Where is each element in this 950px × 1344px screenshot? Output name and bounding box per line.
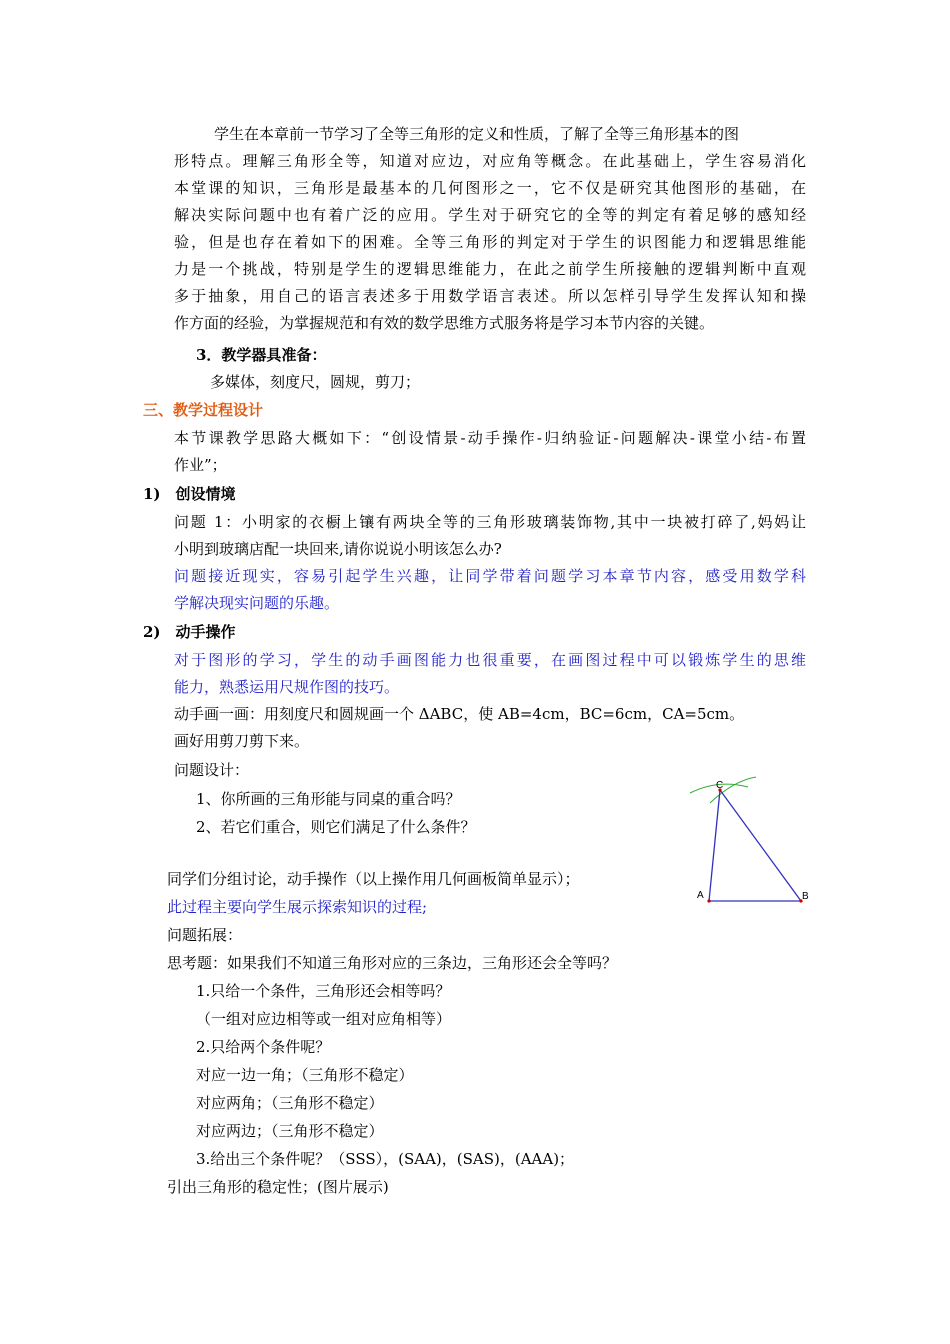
vertex-label-b: B (802, 891, 809, 902)
extension-item: （一组对应边相等或一组对应角相等） (196, 1010, 452, 1028)
flow-line: 作业”； (174, 456, 227, 474)
tools-list: 多媒体，刻度尺，圆规，剪刀； (210, 373, 421, 391)
note-line: 问题接近现实，容易引起学生兴趣，让同学带着问题学习本章节内容，感受用数学科 (174, 567, 806, 585)
subsection-heading: 2) 动手操作 (143, 623, 236, 641)
paragraph-line: 作方面的经验，为掌握规范和有效的数学思维方式服务将是学习本节内容的关键。 (174, 314, 715, 332)
group-discussion: 同学们分组讨论，动手操作（以上操作用几何画板简单显示）； (167, 870, 580, 888)
extension-item: 对应两边；（三角形不稳定） (196, 1122, 384, 1140)
paragraph-line: 多于抽象，用自己的语言表述多于用数学语言表述。所以怎样引导学生发挥认知和操 (174, 287, 806, 305)
paragraph-line: 验，但是也存在着如下的困难。全等三角形的判定对于学生的识图能力和逻辑思维能 (174, 233, 806, 251)
note-line: 学解决现实问题的乐趣。 (174, 594, 340, 612)
cut-instruction: 画好用剪刀剪下来。 (174, 732, 310, 750)
question-line: 小明到玻璃店配一块回来,请你说说小明该怎么办? (174, 540, 502, 558)
draw-instruction: 动手画一画：用刻度尺和圆规画一个 ΔABC，使 AB=4cm，BC=6cm，CA=5cm。 (174, 705, 745, 723)
vertex-a-point (707, 899, 710, 902)
note-line: 能力，熟悉运用尺规作图的技巧。 (174, 678, 400, 696)
extension-item: 3.给出三个条件呢？（SSS），(SAA)，(SAS)，(AAA)； (196, 1150, 575, 1168)
subsection-heading: 1) 创设情境 (143, 485, 236, 503)
question-item: 2、若它们重合，则它们满足了什么条件？ (196, 818, 476, 836)
paragraph-line: 形特点。理解三角形全等，知道对应边，对应角等概念。在此基础上，学生容易消化 (174, 152, 806, 170)
extension-item: 1.只给一个条件，三角形还会相等吗？ (196, 982, 451, 1000)
paragraph-line: 解决实际问题中也有着广泛的应用。学生对于研究它的全等的判定有着足够的感知经 (174, 206, 806, 224)
think-question: 思考题：如果我们不知道三角形对应的三条边，三角形还会全等吗？ (167, 954, 618, 972)
paragraph-line: 学生在本章前一节学习了全等三角形的定义和性质，了解了全等三角形基本的图 (214, 125, 740, 143)
process-note: 此过程主要向学生展示探索知识的过程; (167, 898, 428, 916)
triangle-side-cb (720, 790, 801, 901)
triangle-side-ca (709, 790, 720, 901)
heading-tools: 3．教学器具准备： (196, 346, 327, 364)
extension-label: 问题拓展： (167, 926, 243, 944)
conclusion-line: 引出三角形的稳定性；(图片展示) (167, 1178, 389, 1196)
flow-line: 本节课教学思路大概如下：“创设情景-动手操作-归纳验证-问题解决-课堂小结-布置 (174, 429, 806, 447)
paragraph-line: 本堂课的知识，三角形是最基本的几何图形之一，它不仅是研究其他图形的基础，在 (174, 179, 806, 197)
section-heading: 三、教学过程设计 (143, 401, 264, 419)
extension-item: 对应两角；（三角形不稳定） (196, 1094, 384, 1112)
question-item: 1、你所画的三角形能与同桌的重合吗？ (196, 790, 461, 808)
question-line: 问题 1：小明家的衣橱上镶有两块全等的三角形玻璃装饰物,其中一块被打碎了,妈妈让 (174, 513, 806, 531)
extension-item: 对应一边一角；（三角形不稳定） (196, 1066, 414, 1084)
extension-item: 2.只给两个条件呢？ (196, 1038, 331, 1056)
vertex-label-c: C (716, 780, 724, 791)
paragraph-line: 力是一个挑战，特别是学生的逻辑思维能力，在此之前学生所接触的逻辑判断中直观 (174, 260, 806, 278)
question-design-label: 问题设计： (174, 761, 250, 779)
triangle-figure (688, 775, 818, 915)
note-line: 对于图形的学习，学生的动手画图能力也很重要，在画图过程中可以锻炼学生的思维 (174, 651, 806, 669)
vertex-label-a: A (697, 890, 704, 901)
